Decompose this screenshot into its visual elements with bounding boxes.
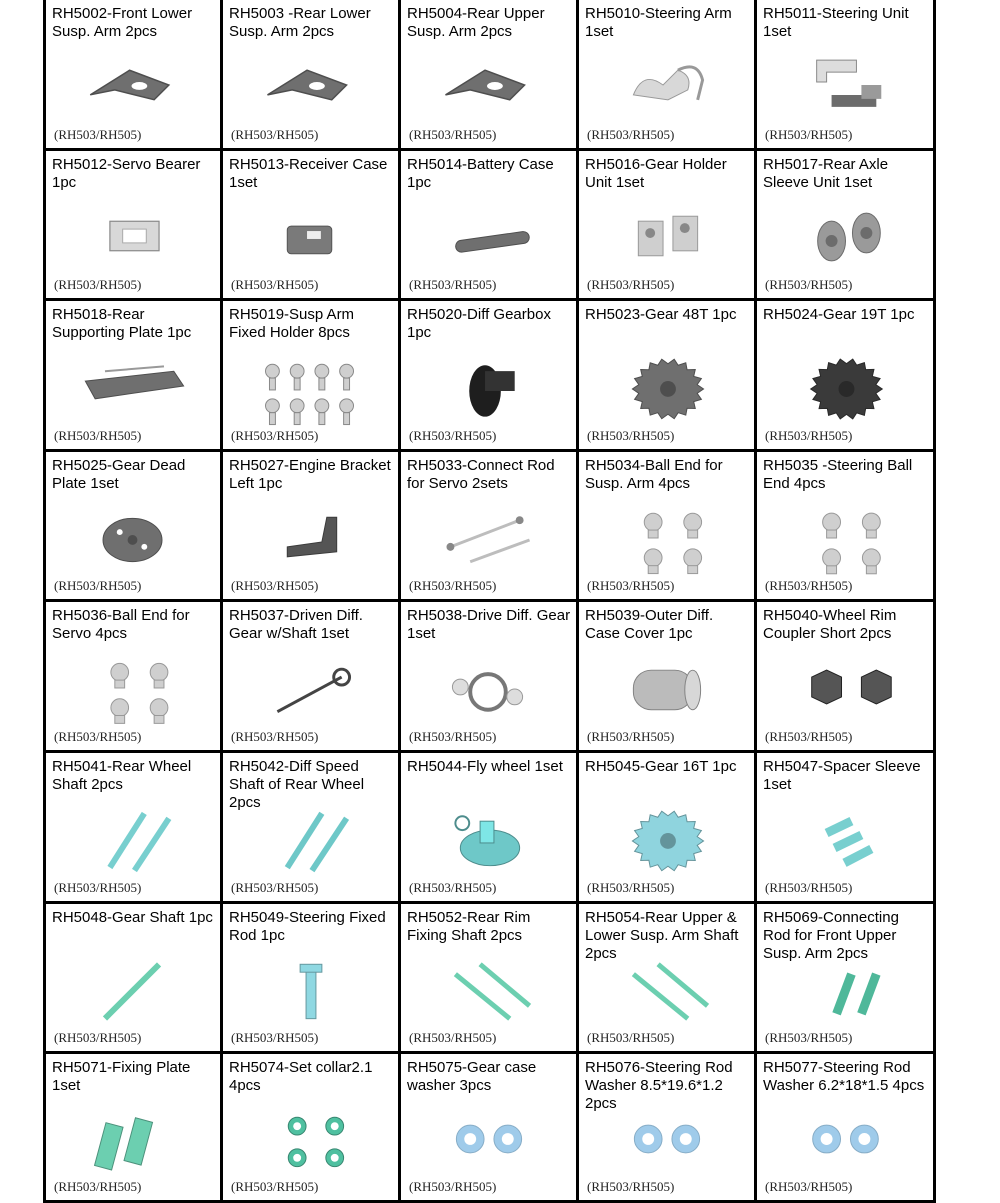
part-cell — [757, 0, 933, 151]
part-title: RH5044-Fly wheel 1set — [407, 758, 563, 775]
compatibility-label: (RH503/RH505) — [409, 428, 497, 443]
suspension-arm-icon — [46, 40, 220, 130]
part-cell — [579, 452, 757, 602]
compatibility-label: (RH503/RH505) — [231, 578, 319, 593]
washer-icon — [579, 1094, 754, 1184]
compatibility-label: (RH503/RH505) — [54, 428, 142, 443]
part-title: RH5075-Gear case washer 3pcs — [407, 1059, 537, 1094]
part-cell — [223, 753, 401, 904]
part-title: RH5013-Receiver Case 1set — [229, 156, 388, 191]
part-title: RH5016-Gear Holder Unit 1set — [585, 156, 727, 191]
steering-unit-icon — [757, 40, 933, 130]
receiver-case-icon — [223, 191, 398, 281]
compatibility-label: (RH503/RH505) — [765, 578, 853, 593]
part-cell — [579, 1054, 757, 1203]
part-title: RH5077-Steering Rod Washer 6.2*18*1.5 4pcs — [763, 1059, 925, 1094]
battery-case-icon — [401, 191, 576, 281]
compatibility-label: (RH503/RH505) — [409, 1030, 497, 1045]
part-cell — [757, 151, 933, 301]
part-cell — [579, 753, 757, 904]
part-cell — [757, 301, 933, 452]
part-title: RH5003 -Rear Lower Susp. Arm 2pcs — [229, 5, 371, 40]
compatibility-label: (RH503/RH505) — [409, 729, 497, 744]
compatibility-label: (RH503/RH505) — [54, 127, 142, 142]
part-title: RH5052-Rear Rim Fixing Shaft 2pcs — [407, 909, 531, 944]
part-cell — [757, 753, 933, 904]
part-title: RH5034-Ball End for Susp. Arm 4pcs — [585, 457, 723, 492]
suspension-arm-icon — [401, 40, 576, 130]
part-cell — [46, 301, 223, 452]
spacer-sleeve-icon — [757, 793, 933, 883]
part-cell — [46, 602, 223, 753]
part-title: RH5040-Wheel Rim Coupler Short 2pcs — [763, 607, 897, 642]
part-cell — [223, 0, 401, 151]
compatibility-label: (RH503/RH505) — [54, 1179, 142, 1194]
fixed-holder-icon — [223, 341, 398, 431]
speed-shaft-icon — [223, 793, 398, 883]
compatibility-label: (RH503/RH505) — [54, 729, 142, 744]
part-cell — [757, 602, 933, 753]
part-title: RH5069-Connecting Rod for Front Upper Susp. Arm 2pcs — [763, 909, 899, 962]
case-cover-icon — [579, 642, 754, 732]
compatibility-label: (RH503/RH505) — [765, 1030, 853, 1045]
part-cell — [46, 151, 223, 301]
diff-gearbox-icon — [401, 341, 576, 431]
compatibility-label: (RH503/RH505) — [765, 1179, 853, 1194]
part-cell — [223, 904, 401, 1054]
part-cell — [579, 602, 757, 753]
compatibility-label: (RH503/RH505) — [231, 127, 319, 142]
compatibility-label: (RH503/RH505) — [409, 127, 497, 142]
part-title: RH5017-Rear Axle Sleeve Unit 1set — [763, 156, 889, 191]
part-title: RH5076-Steering Rod Washer 8.5*19.6*1.2 2pcs — [585, 1059, 733, 1112]
part-cell — [579, 301, 757, 452]
supporting-plate-icon — [46, 341, 220, 431]
part-cell — [223, 1054, 401, 1203]
compatibility-label: (RH503/RH505) — [54, 277, 142, 292]
part-title: RH5027-Engine Bracket Left 1pc — [229, 457, 391, 492]
part-title: RH5049-Steering Fixed Rod 1pc — [229, 909, 386, 944]
part-cell — [46, 1054, 223, 1203]
gear-icon — [579, 341, 754, 431]
compatibility-label: (RH503/RH505) — [587, 880, 675, 895]
part-title: RH5074-Set collar2.1 4pcs — [229, 1059, 373, 1094]
flywheel-icon — [401, 793, 576, 883]
gear-shaft-icon — [46, 944, 220, 1034]
washer-icon — [401, 1094, 576, 1184]
fixing-shaft-icon — [401, 944, 576, 1034]
part-title: RH5025-Gear Dead Plate 1set — [52, 457, 186, 492]
compatibility-label: (RH503/RH505) — [765, 277, 853, 292]
compatibility-label: (RH503/RH505) — [231, 1030, 319, 1045]
part-cell — [223, 452, 401, 602]
part-title: RH5035 -Steering Ball End 4pcs — [763, 457, 913, 492]
part-cell — [757, 452, 933, 602]
part-cell — [401, 602, 579, 753]
compatibility-label: (RH503/RH505) — [587, 729, 675, 744]
compatibility-label: (RH503/RH505) — [231, 1179, 319, 1194]
compatibility-label: (RH503/RH505) — [765, 127, 853, 142]
part-cell — [579, 0, 757, 151]
servo-bearer-icon — [46, 191, 220, 281]
part-cell — [401, 753, 579, 904]
gear-icon — [579, 793, 754, 883]
part-cell — [46, 904, 223, 1054]
part-title: RH5002-Front Lower Susp. Arm 2pcs — [52, 5, 193, 40]
part-cell — [223, 602, 401, 753]
part-title: RH5054-Rear Upper & Lower Susp. Arm Shaft 2pcs — [585, 909, 739, 962]
compatibility-label: (RH503/RH505) — [54, 1030, 142, 1045]
part-title: RH5047-Spacer Sleeve 1set — [763, 758, 921, 793]
part-title: RH5037-Driven Diff. Gear w/Shaft 1set — [229, 607, 363, 642]
part-cell — [401, 301, 579, 452]
part-title: RH5048-Gear Shaft 1pc — [52, 909, 213, 926]
part-title: RH5014-Battery Case 1pc — [407, 156, 554, 191]
ball-end-icon — [579, 492, 754, 582]
part-cell — [579, 904, 757, 1054]
compatibility-label: (RH503/RH505) — [587, 428, 675, 443]
arm-shaft-icon — [579, 944, 754, 1034]
compatibility-label: (RH503/RH505) — [587, 127, 675, 142]
part-cell — [401, 0, 579, 151]
hex-coupler-icon — [757, 642, 933, 732]
part-title: RH5045-Gear 16T 1pc — [585, 758, 737, 775]
part-title: RH5071-Fixing Plate 1set — [52, 1059, 191, 1094]
gear-plate-icon — [46, 492, 220, 582]
part-title: RH5010-Steering Arm 1set — [585, 5, 732, 40]
compatibility-label: (RH503/RH505) — [54, 578, 142, 593]
compatibility-label: (RH503/RH505) — [231, 428, 319, 443]
diff-gear-icon — [401, 642, 576, 732]
wheel-shaft-icon — [46, 793, 220, 883]
steering-arm-icon — [579, 40, 754, 130]
part-title: RH5038-Drive Diff. Gear 1set — [407, 607, 571, 642]
compatibility-label: (RH503/RH505) — [765, 880, 853, 895]
part-title: RH5024-Gear 19T 1pc — [763, 306, 915, 323]
compatibility-label: (RH503/RH505) — [765, 729, 853, 744]
connecting-rod-icon — [757, 944, 933, 1034]
part-cell — [46, 753, 223, 904]
part-title: RH5019-Susp Arm Fixed Holder 8pcs — [229, 306, 355, 341]
compatibility-label: (RH503/RH505) — [587, 578, 675, 593]
diff-gear-shaft-icon — [223, 642, 398, 732]
set-collar-icon — [223, 1094, 398, 1184]
engine-bracket-icon — [223, 492, 398, 582]
fixing-plate-icon — [46, 1094, 220, 1184]
axle-sleeve-icon — [757, 191, 933, 281]
compatibility-label: (RH503/RH505) — [54, 880, 142, 895]
compatibility-label: (RH503/RH505) — [587, 1179, 675, 1194]
part-title: RH5041-Rear Wheel Shaft 2pcs — [52, 758, 192, 793]
ball-end-icon — [46, 642, 220, 732]
part-cell — [46, 0, 223, 151]
part-title: RH5020-Diff Gearbox 1pc — [407, 306, 551, 341]
parts-catalog-grid — [43, 0, 936, 1203]
washer-icon — [757, 1094, 933, 1184]
suspension-arm-icon — [223, 40, 398, 130]
part-title: RH5011-Steering Unit 1set — [763, 5, 909, 40]
compatibility-label: (RH503/RH505) — [765, 428, 853, 443]
part-cell — [401, 904, 579, 1054]
part-cell — [401, 452, 579, 602]
gear-icon — [757, 341, 933, 431]
part-title: RH5012-Servo Bearer 1pc — [52, 156, 201, 191]
part-title: RH5023-Gear 48T 1pc — [585, 306, 737, 323]
part-title: RH5039-Outer Diff. Case Cover 1pc — [585, 607, 714, 642]
part-title: RH5018-Rear Supporting Plate 1pc — [52, 306, 192, 341]
compatibility-label: (RH503/RH505) — [231, 729, 319, 744]
part-cell — [757, 904, 933, 1054]
part-cell — [579, 151, 757, 301]
part-title: RH5004-Rear Upper Susp. Arm 2pcs — [407, 5, 545, 40]
part-cell — [223, 151, 401, 301]
part-title: RH5033-Connect Rod for Servo 2sets — [407, 457, 555, 492]
fixed-rod-icon — [223, 944, 398, 1034]
connect-rod-icon — [401, 492, 576, 582]
compatibility-label: (RH503/RH505) — [409, 1179, 497, 1194]
part-cell — [46, 452, 223, 602]
compatibility-label: (RH503/RH505) — [231, 277, 319, 292]
part-cell — [401, 151, 579, 301]
compatibility-label: (RH503/RH505) — [587, 1030, 675, 1045]
compatibility-label: (RH503/RH505) — [231, 880, 319, 895]
compatibility-label: (RH503/RH505) — [409, 277, 497, 292]
compatibility-label: (RH503/RH505) — [587, 277, 675, 292]
gear-holder-icon — [579, 191, 754, 281]
part-cell — [757, 1054, 933, 1203]
part-cell — [401, 1054, 579, 1203]
compatibility-label: (RH503/RH505) — [409, 578, 497, 593]
part-title: RH5036-Ball End for Servo 4pcs — [52, 607, 190, 642]
compatibility-label: (RH503/RH505) — [409, 880, 497, 895]
part-cell — [223, 301, 401, 452]
ball-end-icon — [757, 492, 933, 582]
part-title: RH5042-Diff Speed Shaft of Rear Wheel 2pcs — [229, 758, 365, 811]
